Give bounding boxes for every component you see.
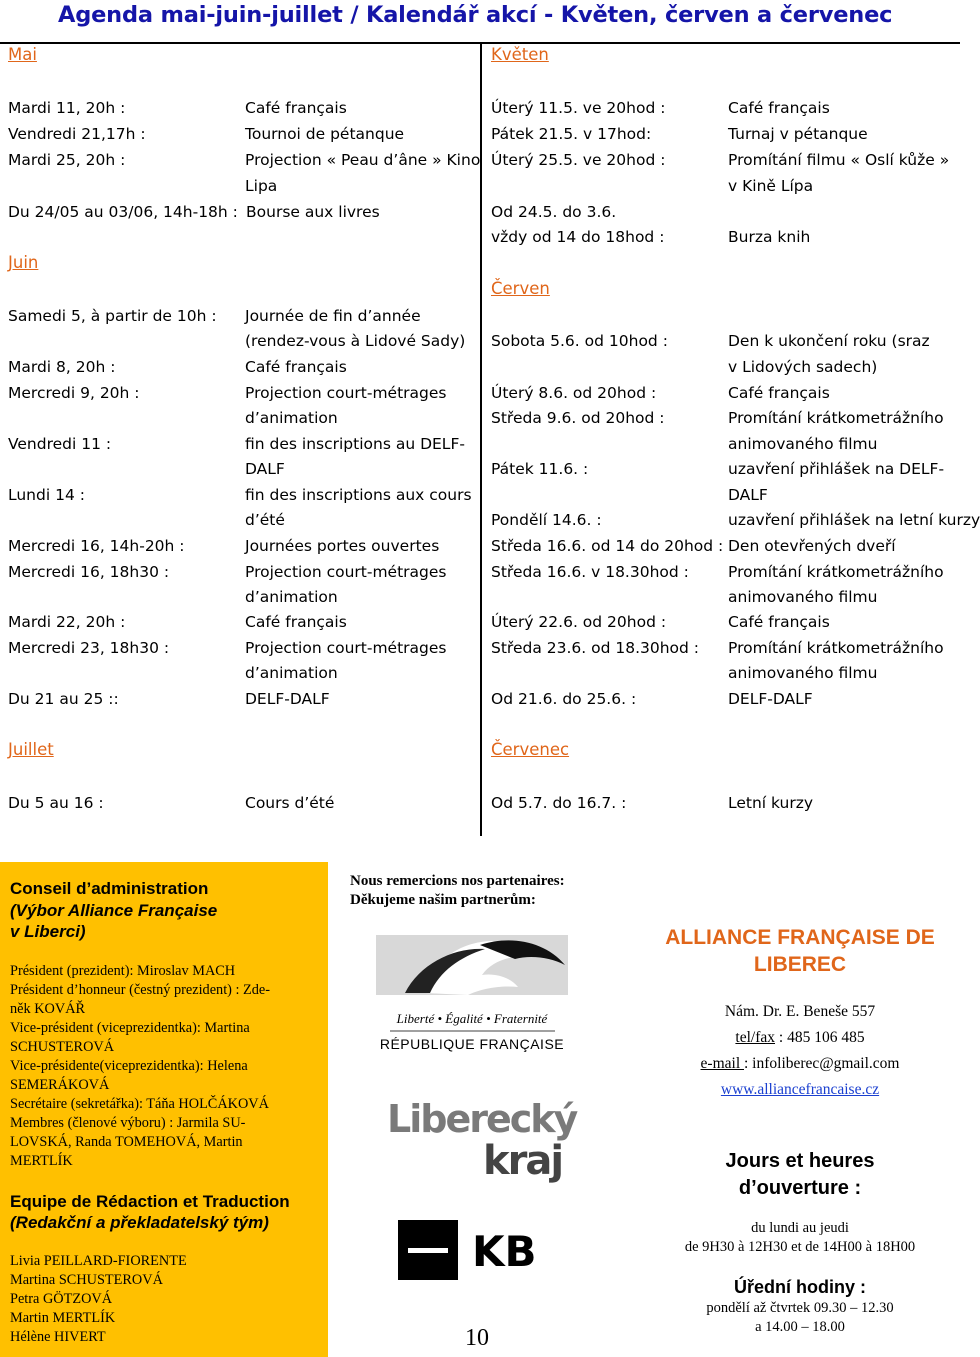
fr-juin-10-date: Du 21 au 25 ::	[8, 690, 119, 708]
alliance-address: Nám. Dr. E. Beneše 557	[724, 1003, 876, 1020]
board-line: SCHUSTEROVÁ	[10, 1039, 115, 1055]
fr-juin-5-desc: fin des inscriptions aux cours	[245, 486, 472, 504]
fr-juin-10-desc: DELF-DALF	[245, 690, 330, 708]
cz-kveten-4-desc2: Burza knih	[728, 228, 811, 246]
tel-label: tel/fax	[735, 1029, 776, 1046]
board-heading-1: Conseil d’administration	[10, 879, 209, 898]
cz-cerven-7-desc: Promítání krátkometrážního	[728, 563, 944, 581]
board-line: Membres (členové výboru) : Jarmila SU-	[10, 1115, 246, 1131]
board-line: Président (prezident): Miroslav MACH	[10, 963, 236, 979]
alliance-website-link[interactable]: www.alliancefrancaise.cz	[720, 1081, 880, 1098]
section-cervenec: Červenec	[491, 740, 570, 759]
cz-kveten-3-date: Úterý 25.5. ve 20hod :	[491, 151, 666, 169]
fr-juin-7-desc: Projection court-métrages	[245, 563, 447, 581]
fr-juin-5-desc2: d’été	[245, 511, 285, 529]
cz-cerven-10-date: Od 21.6. do 25.6. :	[491, 690, 637, 708]
page-number: 10	[465, 1325, 489, 1351]
board-line: Président d’honneur (čestný prezident) : Zde-	[10, 982, 271, 998]
fr-juillet-1-desc: Cours d’été	[245, 794, 335, 812]
fr-juin-5-date: Lundi 14 :	[8, 486, 85, 504]
cz-cerven-2-date: Úterý 8.6. od 20hod :	[491, 384, 657, 402]
fr-juin-1-date: Samedi 5, à partir de 10h :	[8, 307, 217, 325]
fr-juin-9-desc2: d’animation	[245, 664, 338, 682]
fr-juin-9-date: Mercredi 23, 18h30 :	[8, 639, 170, 657]
fr-juin-6-date: Mercredi 16, 14h-20h :	[8, 537, 185, 555]
fr-mai-3-desc: Projection « Peau d’âne » Kino	[245, 151, 481, 169]
team-member: Hélène HIVERT	[10, 1329, 106, 1345]
board-line: LOVSKÁ, Randa TOMEHOVÁ, Martin	[10, 1134, 243, 1150]
team-member: Martina SCHUSTEROVÁ	[10, 1272, 163, 1288]
hours-cz-title: Úřední hodiny :	[734, 1277, 866, 1297]
team-heading-1: Equipe de Rédaction et Traduction	[10, 1192, 290, 1211]
alliance-title	[640, 924, 960, 978]
board-line: něk KOVÁŘ	[10, 1001, 86, 1017]
board-line: Secrétaire (sekretářka): Táňa HOLČÁKOVÁ	[10, 1096, 269, 1112]
cz-cerven-9-desc: Promítání krátkometrážního	[728, 639, 944, 657]
marianne-name: RÉPUBLIQUE FRANÇAISE	[379, 1036, 565, 1052]
partners-line-cz: Děkujeme našim partnerům:	[350, 892, 536, 908]
hours-cz-line-1: pondělí až čtvrtek 09.30 – 12.30	[706, 1300, 894, 1316]
fr-mai-3-date: Mardi 25, 20h :	[8, 151, 126, 169]
section-juillet: Juillet	[8, 740, 54, 759]
board-line: Vice-présidente(viceprezidentka): Helena	[10, 1058, 248, 1074]
section-juin: Juin	[8, 253, 39, 272]
cz-cerven-1-desc: Den k ukončení roku (sraz	[728, 332, 930, 350]
page-title: Agenda mai-juin-juillet / Kalendář akcí - Květen, červen a červenec	[58, 2, 893, 28]
hours-title-2: d’ouverture :	[738, 1177, 862, 1199]
board-heading-2: (Výbor Alliance Française	[10, 901, 218, 920]
cz-kveten-1-date: Úterý 11.5. ve 20hod :	[491, 99, 666, 117]
cz-kveten-2-desc: Turnaj v pétanque	[728, 125, 868, 143]
tel-value: : 485 106 485	[775, 1029, 865, 1046]
marianne-motto: Liberté • Égalité • Fraternité	[396, 1011, 548, 1026]
fr-juin-1-desc: Journée de fin d’année	[245, 307, 421, 325]
cz-cerven-7-desc2: animovaného filmu	[728, 588, 878, 606]
fr-juin-2-date: Mardi 8, 20h :	[8, 358, 116, 376]
fr-mai-4-date: Du 24/05 au 03/06, 14h-18h :	[8, 203, 238, 221]
cz-cervenec-1-date: Od 5.7. do 16.7. :	[491, 794, 627, 812]
fr-juin-3-date: Mercredi 9, 20h :	[8, 384, 140, 402]
kb-logo	[398, 1218, 563, 1283]
email-value: : infoliberec@gmail.com	[744, 1055, 900, 1072]
cz-cerven-10-desc: DELF-DALF	[728, 690, 813, 708]
fr-juin-3-desc: Projection court-métrages	[245, 384, 447, 402]
fr-juin-6-desc: Journées portes ouvertes	[245, 537, 440, 555]
kb-text: KB	[472, 1227, 537, 1276]
cz-cerven-1-desc2: v Lidových sadech)	[728, 358, 878, 376]
board-heading-3: v Liberci)	[10, 922, 86, 941]
republique-francaise-logo	[360, 935, 585, 1070]
cz-cerven-8-desc: Café français	[728, 613, 830, 631]
fr-mai-2-desc: Tournoi de pétanque	[245, 125, 405, 143]
lk-word-2: kraj	[483, 1138, 563, 1184]
alliance-tel	[640, 1028, 960, 1048]
cz-kveten-3-desc: Promítání filmu « Oslí kůže »	[728, 151, 950, 169]
cz-cerven-3-date: Středa 9.6. od 20hod :	[491, 409, 665, 427]
hours-cz-line-2: a 14.00 – 18.00	[755, 1319, 845, 1335]
cz-cerven-8-date: Úterý 22.6. od 20hod :	[491, 613, 667, 631]
fr-juin-7-desc2: d’animation	[245, 588, 338, 606]
cz-cerven-9-date: Středa 23.6. od 18.30hod :	[491, 639, 700, 657]
cz-cerven-5-desc: uzavření přihlášek na letní kurzy	[728, 511, 980, 529]
fr-juin-2-desc: Café français	[245, 358, 347, 376]
fr-juin-8-date: Mardi 22, 20h :	[8, 613, 126, 631]
fr-juillet-1-date: Du 5 au 16 :	[8, 794, 104, 812]
cz-cerven-3-desc: Promítání krátkometrážního	[728, 409, 944, 427]
fr-juin-4-date: Vendredi 11 :	[8, 435, 112, 453]
team-heading-2: (Redakční a překladatelský tým)	[10, 1213, 269, 1232]
fr-juin-9-desc: Projection court-métrages	[245, 639, 447, 657]
hours-line-2: de 9H30 à 12H30 et de 14H00 à 18H00	[684, 1239, 916, 1255]
fr-juin-4-desc: fin des inscriptions au DELF-	[245, 435, 465, 453]
cz-cerven-2-desc: Café français	[728, 384, 830, 402]
cz-kveten-4-date2: vždy od 14 do 18hod :	[491, 228, 665, 246]
fr-mai-1-desc: Café français	[245, 99, 347, 117]
cz-cerven-4-desc2: DALF	[728, 486, 768, 504]
alliance-title-2: LIBEREC	[753, 953, 847, 976]
liberecky-kraj-logo	[385, 1090, 577, 1185]
cz-cerven-4-desc: uzavření přihlášek na DELF-	[728, 460, 945, 478]
cz-cerven-5-date: Pondělí 14.6. :	[491, 511, 602, 529]
section-mai: Mai	[8, 45, 37, 64]
team-member: Livia PEILLARD-FIORENTE	[10, 1253, 187, 1269]
cz-cerven-6-desc: Den otevřených dveří	[728, 537, 896, 555]
section-cerven: Červen	[491, 279, 550, 298]
hours-title-1: Jours et heures	[725, 1150, 875, 1172]
fr-juin-1-desc2: (rendez-vous à Lidové Sady)	[245, 332, 466, 350]
alliance-email	[640, 1054, 960, 1074]
cz-cervenec-1-desc: Letní kurzy	[728, 794, 814, 812]
cz-cerven-4-date: Pátek 11.6. :	[491, 460, 589, 478]
cz-kveten-4-date: Od 24.5. do 3.6.	[491, 203, 617, 221]
cz-kveten-2-date: Pátek 21.5. v 17hod:	[491, 125, 652, 143]
cz-cerven-3-desc2: animovaného filmu	[728, 435, 878, 453]
alliance-title-1: ALLIANCE FRANÇAISE DE	[665, 926, 935, 949]
cz-cerven-9-desc2: animovaného filmu	[728, 664, 878, 682]
lk-word-1: Liberecký	[387, 1097, 577, 1141]
hours-line-1: du lundi au jeudi	[751, 1220, 849, 1236]
board-line: Vice-président (viceprezidentka): Martina	[10, 1020, 250, 1036]
fr-mai-2-date: Vendredi 21,17h :	[8, 125, 146, 143]
fr-mai-4-desc: Bourse aux livres	[246, 203, 380, 221]
fr-juin-3-desc2: d’animation	[245, 409, 338, 427]
email-label: e-mail	[700, 1055, 744, 1072]
cz-kveten-3-desc2: v Kině Lípa	[728, 177, 814, 195]
cz-cerven-6-date: Středa 16.6. od 14 do 20hod :	[491, 537, 724, 555]
kb-bar	[408, 1248, 448, 1253]
fr-juin-8-desc: Café français	[245, 613, 347, 631]
fr-juin-4-desc2: DALF	[245, 460, 285, 478]
board-line: SEMERÁKOVÁ	[10, 1077, 110, 1093]
section-kveten: Květen	[491, 45, 549, 64]
cz-kveten-1-desc: Café français	[728, 99, 830, 117]
partners-line-fr: Nous remercions nos partenaires:	[350, 873, 565, 889]
fr-mai-3-desc2: Lipa	[245, 177, 278, 195]
team-member: Petra GÖTZOVÁ	[10, 1291, 113, 1307]
cz-cerven-1-date: Sobota 5.6. od 10hod :	[491, 332, 668, 350]
opening-hours	[640, 1132, 960, 1357]
cz-cerven-7-date: Středa 16.6. v 18.30hod :	[491, 563, 689, 581]
board-line: MERTLÍK	[10, 1153, 73, 1169]
board-panel	[0, 862, 328, 1357]
team-member: Martin MERTLÍK	[10, 1310, 116, 1326]
fr-juin-7-date: Mercredi 16, 18h30 :	[8, 563, 170, 581]
partners-heading	[350, 872, 565, 910]
fr-mai-1-date: Mardi 11, 20h :	[8, 99, 126, 117]
